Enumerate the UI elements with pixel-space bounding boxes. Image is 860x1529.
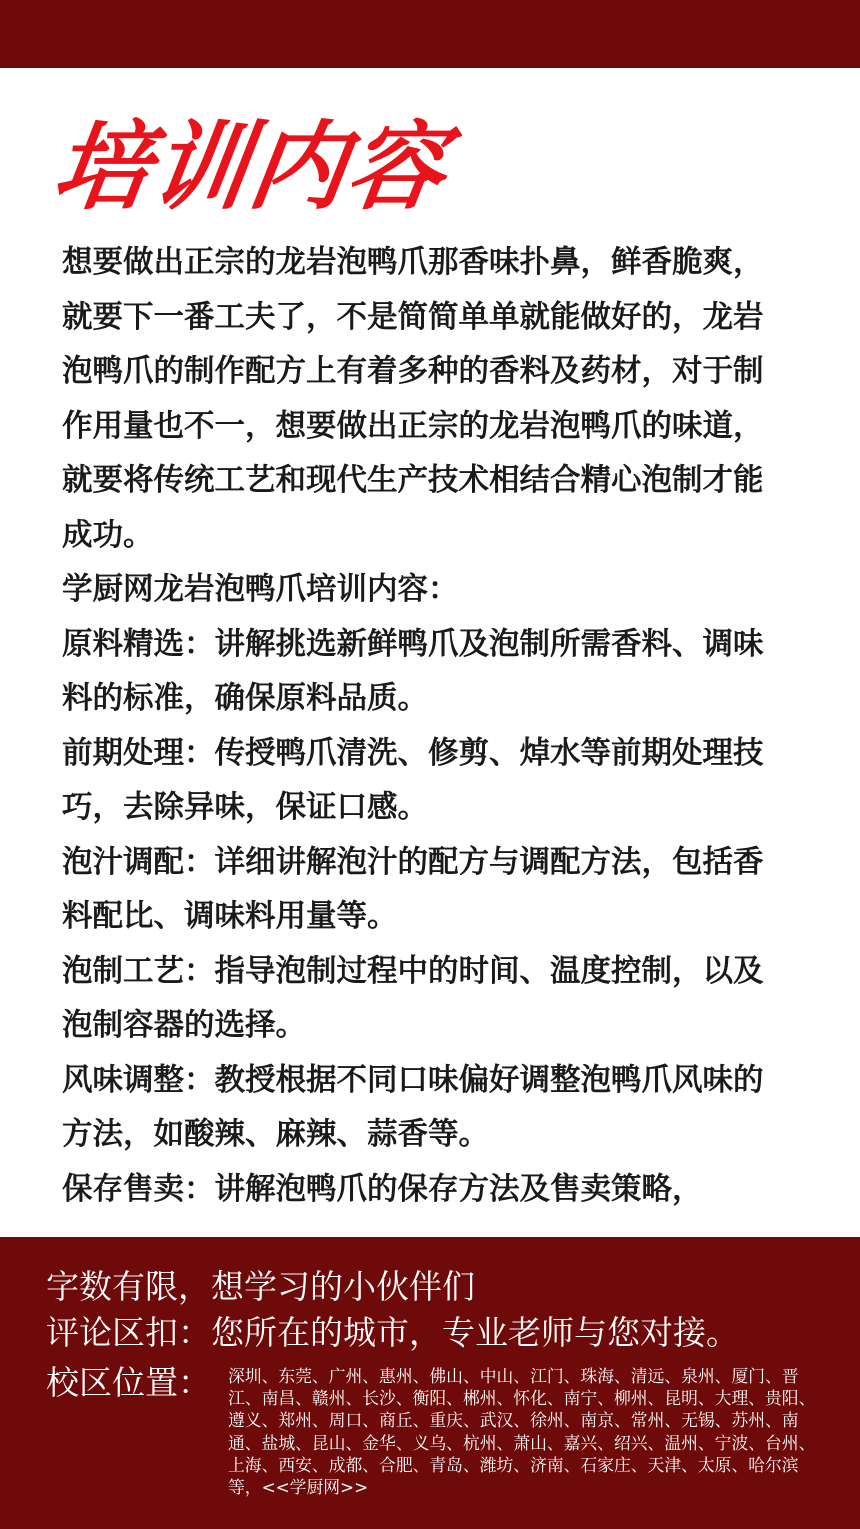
- content-item-preprocessing: 前期处理：传授鸭爪清洗、修剪、焯水等前期处理技巧，去除异味，保证口感。: [62, 735, 764, 825]
- page-title: 培训内容: [46, 111, 455, 223]
- campus-list: 深圳、东莞、广州、惠州、佛山、中山、江门、珠海、清远、泉州、厦门、晋江、南昌、赣州、长沙、衡阳、郴州、怀化、南宁、柳州、昆明、大理、贵阳、遵义、郑州、周口、商丘、重庆、武汉、徐州、南京、常州、无锡、苏州、南通、盐城、昆山、金华、义乌、杭州、萧山、嘉兴、绍兴、温州、宁波、台州、上海、西安、成都、合肥、青岛、潍坊、济南、石家庄、天津、太原、哈尔滨等，<<学厨网>>: [228, 1366, 816, 1498]
- section-heading: 学厨网龙岩泡鸭爪培训内容：: [62, 572, 459, 607]
- content-item-brine: 泡汁调配：详细讲解泡汁的配方与调配方法，包括香料配比、调味料用量等。: [62, 844, 764, 934]
- campus-label: 校区位置：: [46, 1363, 211, 1402]
- footer-banner: [0, 1237, 860, 1529]
- content-item-storage: 保存售卖：讲解泡鸭爪的保存方法及售卖策略，: [62, 1171, 703, 1207]
- content-item-process: 泡制工艺：指导泡制过程中的时间、温度控制，以及泡制容器的选择。: [62, 953, 764, 1043]
- content-body: [62, 236, 792, 1217]
- footer-line-2: 评论区扣：您所在的城市，专业老师与您对接。: [46, 1313, 739, 1352]
- content-item-flavor: 风味调整：教授根据不同口味偏好调整泡鸭爪风味的方法，如酸辣、麻辣、蒜香等。: [62, 1062, 764, 1152]
- footer-line-1: 字数有限，想学习的小伙伴们: [46, 1267, 475, 1306]
- intro-paragraph: 想要做出正宗的龙岩泡鸭爪那香味扑鼻，鲜香脆爽，就要下一番工夫了，不是简简单单就能做好的，龙岩泡鸭爪的制作配方上有着多种的香料及药材，对于制作用量也不一，想要做出正宗的龙岩泡鸭爪的味道，就要将传统工艺和现代生产技术相结合精心泡制才能成功。: [62, 245, 764, 553]
- top-banner: [0, 0, 860, 68]
- content-item-materials: 原料精选：讲解挑选新鲜鸭爪及泡制所需香料、调味料的标准，确保原料品质。: [62, 626, 764, 716]
